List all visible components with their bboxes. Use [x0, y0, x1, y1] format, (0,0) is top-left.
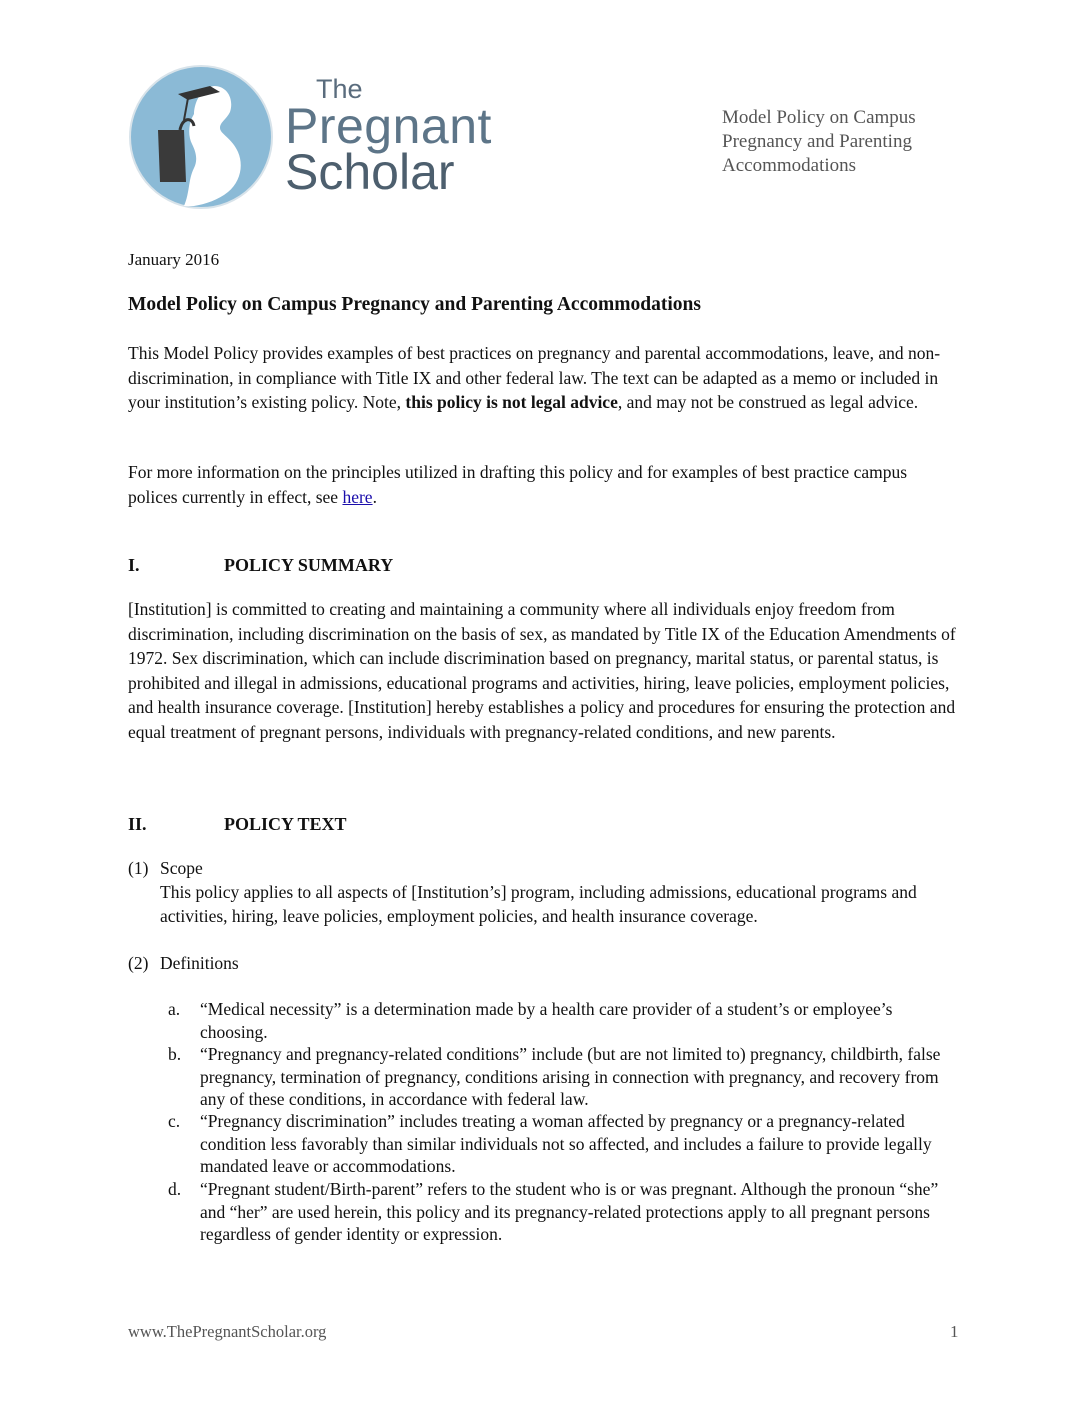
definitions-label: Definitions — [160, 953, 239, 973]
section-2-heading — [128, 814, 347, 835]
definitions-heading — [128, 953, 239, 974]
intro-paragraph-1 — [128, 341, 960, 415]
policy-summary-text: [Institution] is committed to creating and maintaining a community where all individuals enjoy freedom from discrimination, including discrimination on the basis of sex, as mandated by Title IX of the Education Amendments of 1972. Sex discrimination, which can include discrimination based on pregnancy, marital status, or parental status, is prohibited and illegal in admissions, educational programs and activities, hiring, leave policies, employment policies, and health insurance coverage. [Institution] hereby establishes a policy and procedures for ensuring the protection and equal treatment of pregnant persons, individuals with pregnancy-related conditions, and new parents. — [128, 599, 956, 742]
scope-heading — [128, 858, 203, 879]
section-1-number: I. — [128, 555, 140, 575]
logo-emblem — [128, 64, 274, 210]
definitions-number: (2) — [128, 953, 149, 973]
document-title: Model Policy on Campus Pregnancy and Parenting Accommodations — [128, 294, 701, 315]
definition-letter: a. — [168, 999, 181, 1019]
section-1-heading — [128, 555, 393, 576]
definition-text: “Pregnant student/Birth-parent” refers to the student who is or was pregnant. Although the pronoun “she” and “her” are used herein, this policy and its pregnancy-related protections apply to all pregnant persons regardless of gender identity or expression. — [200, 1179, 939, 1244]
logo-the: The — [316, 74, 363, 104]
header-line-1: Model Policy on Campus — [722, 107, 916, 128]
logo-scholar: Scholar — [285, 144, 455, 200]
intro-paragraph-2 — [128, 460, 960, 509]
definition-letter: c. — [168, 1111, 181, 1131]
definition-letter: d. — [168, 1179, 182, 1199]
definition-text: “Pregnancy and pregnancy-related conditions” include (but are not limited to) pregnancy, childbirth, false pregnancy, termination of pregnancy, conditions arising in connection with pregnancy, and recovery from any of these conditions, in accordance with federal law. — [200, 1044, 941, 1109]
intro-p2-text: For more information on the principles utilized in drafting this policy and for examples of best practice campus polices currently in effect, see — [128, 462, 908, 507]
section-2-number: II. — [128, 814, 147, 834]
here-link[interactable]: here — [342, 486, 373, 507]
header-line-2: Pregnancy and Parenting — [722, 131, 912, 152]
definition-item — [168, 1043, 960, 1111]
intro-p1-text: This Model Policy provides examples of best practices on pregnancy and parental accommodations, leave, and non-discrimination, in compliance with Title IX and other federal law. The text can be adapted as a memo or included in your institution’s existing policy. Note, — [128, 343, 941, 412]
section-1-title: POLICY SUMMARY — [224, 555, 394, 575]
logo-wordmark — [285, 74, 492, 200]
definition-text: “Pregnancy discrimination” includes treating a woman affected by pregnancy or a pregnancy-related condition less favorably than similar individuals not so affected, and includes a failure to provide legally mandated leave or accommodations. — [200, 1111, 932, 1176]
legal-advice-disclaimer: this policy is not legal advice — [405, 392, 618, 412]
page-number: 1 — [950, 1322, 959, 1341]
intro-p2-tail: . — [372, 486, 377, 507]
document-header-title — [722, 106, 982, 178]
definition-text: “Medical necessity” is a determination made by a health care provider of a student’s or employee’s choosing. — [200, 999, 893, 1042]
header-line-3: Accommodations — [722, 155, 857, 176]
scope-label: Scope — [160, 858, 203, 878]
scope-text: This policy applies to all aspects of [Institution’s] program, including admissions, educational programs and activities, hiring, leave policies, employment policies, and health insurance coverage. — [160, 882, 917, 926]
logo-pregnant: Pregnant — [285, 98, 492, 154]
definition-item — [168, 1178, 960, 1246]
footer-website: www.ThePregnantScholar.org — [128, 1322, 327, 1341]
definition-item — [168, 998, 960, 1043]
definition-letter: b. — [168, 1044, 182, 1064]
intro-p1-tail: , and may not be construed as legal advice. — [617, 392, 919, 412]
scope-number: (1) — [128, 858, 149, 878]
section-2-title: POLICY TEXT — [224, 814, 347, 834]
definition-item — [168, 1110, 960, 1178]
document-date: January 2016 — [128, 250, 220, 269]
